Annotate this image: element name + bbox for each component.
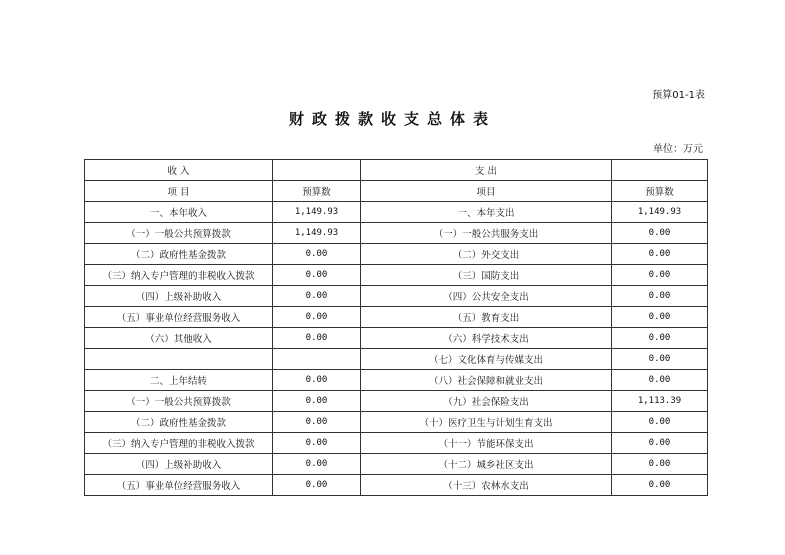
expense-value-cell: 0.00 bbox=[612, 244, 708, 265]
income-item-cell: （二）政府性基金拨款 bbox=[85, 412, 273, 433]
income-item-cell: （一）一般公共预算拨款 bbox=[85, 391, 273, 412]
income-value-cell bbox=[273, 349, 361, 370]
form-number: 预算01-1表 bbox=[652, 90, 705, 101]
income-value-cell: 1,149.93 bbox=[273, 202, 361, 223]
income-item-cell: 一、本年收入 bbox=[85, 202, 273, 223]
unit-label: 单位：万元 bbox=[653, 144, 703, 155]
expense-item-cell: （八）社会保障和就业支出 bbox=[361, 370, 612, 391]
expense-item-cell: （四）公共安全支出 bbox=[361, 286, 612, 307]
income-item-cell: （四）上级补助收入 bbox=[85, 454, 273, 475]
income-item-cell: （二）政府性基金拨款 bbox=[85, 244, 273, 265]
income-value-cell: 0.00 bbox=[273, 475, 361, 496]
income-value-cell: 0.00 bbox=[273, 391, 361, 412]
table-row bbox=[85, 475, 708, 496]
expense-item-cell: （十二）城乡社区支出 bbox=[361, 454, 612, 475]
table-row bbox=[85, 349, 708, 370]
expense-group-spacer bbox=[612, 160, 708, 181]
income-item-cell: （四）上级补助收入 bbox=[85, 286, 273, 307]
col-expense-item: 项目 bbox=[361, 181, 612, 202]
expense-value-cell: 0.00 bbox=[612, 328, 708, 349]
income-value-cell: 0.00 bbox=[273, 454, 361, 475]
income-value-cell: 0.00 bbox=[273, 265, 361, 286]
income-item-cell: （六）其他收入 bbox=[85, 328, 273, 349]
group-header-row bbox=[85, 160, 708, 181]
expense-group-header: 支 出 bbox=[361, 160, 612, 181]
income-item-cell: 二、上年结转 bbox=[85, 370, 273, 391]
income-item-cell: （五）事业单位经营服务收入 bbox=[85, 475, 273, 496]
expense-item-cell: （三）国防支出 bbox=[361, 265, 612, 286]
expense-value-cell: 0.00 bbox=[612, 433, 708, 454]
income-item-cell bbox=[85, 349, 273, 370]
income-group-spacer bbox=[273, 160, 361, 181]
expense-value-cell: 0.00 bbox=[612, 265, 708, 286]
table-row bbox=[85, 391, 708, 412]
table-row bbox=[85, 412, 708, 433]
income-value-cell: 0.00 bbox=[273, 328, 361, 349]
income-value-cell: 0.00 bbox=[273, 412, 361, 433]
expense-item-cell: （二）外交支出 bbox=[361, 244, 612, 265]
table-row bbox=[85, 286, 708, 307]
page-title: 财政拨款收支总体表 bbox=[288, 110, 496, 128]
expense-item-cell: （七）文化体育与传媒支出 bbox=[361, 349, 612, 370]
expense-value-cell: 0.00 bbox=[612, 286, 708, 307]
expense-item-cell: （五）教育支出 bbox=[361, 307, 612, 328]
expense-item-cell: （六）科学技术支出 bbox=[361, 328, 612, 349]
table-row bbox=[85, 370, 708, 391]
income-value-cell: 0.00 bbox=[273, 433, 361, 454]
budget-table bbox=[84, 159, 708, 496]
expense-value-cell: 0.00 bbox=[612, 349, 708, 370]
column-header-row bbox=[85, 181, 708, 202]
income-value-cell: 1,149.93 bbox=[273, 223, 361, 244]
income-item-cell: （一）一般公共预算拨款 bbox=[85, 223, 273, 244]
table-row bbox=[85, 307, 708, 328]
table-row bbox=[85, 244, 708, 265]
income-value-cell: 0.00 bbox=[273, 244, 361, 265]
expense-item-cell: 一、本年支出 bbox=[361, 202, 612, 223]
col-income-budget: 预算数 bbox=[273, 181, 361, 202]
table-row bbox=[85, 328, 708, 349]
income-group-header: 收 入 bbox=[85, 160, 273, 181]
expense-value-cell: 1,113.39 bbox=[612, 391, 708, 412]
expense-value-cell: 0.00 bbox=[612, 307, 708, 328]
income-value-cell: 0.00 bbox=[273, 307, 361, 328]
expense-item-cell: （十三）农林水支出 bbox=[361, 475, 612, 496]
table-row bbox=[85, 433, 708, 454]
col-expense-budget: 预算数 bbox=[612, 181, 708, 202]
income-item-cell: （三）纳入专户管理的非税收入拨款 bbox=[85, 433, 273, 454]
table-row bbox=[85, 265, 708, 286]
expense-value-cell: 0.00 bbox=[612, 454, 708, 475]
expense-item-cell: （一）一般公共服务支出 bbox=[361, 223, 612, 244]
table-row bbox=[85, 454, 708, 475]
income-item-cell: （三）纳入专户管理的非税收入拨款 bbox=[85, 265, 273, 286]
expense-value-cell: 1,149.93 bbox=[612, 202, 708, 223]
expense-value-cell: 0.00 bbox=[612, 412, 708, 433]
income-item-cell: （五）事业单位经营服务收入 bbox=[85, 307, 273, 328]
col-income-item: 项 目 bbox=[85, 181, 273, 202]
table-body bbox=[85, 202, 708, 496]
table-row bbox=[85, 223, 708, 244]
income-value-cell: 0.00 bbox=[273, 370, 361, 391]
expense-item-cell: （九）社会保险支出 bbox=[361, 391, 612, 412]
expense-value-cell: 0.00 bbox=[612, 475, 708, 496]
expense-value-cell: 0.00 bbox=[612, 223, 708, 244]
expense-item-cell: （十一）节能环保支出 bbox=[361, 433, 612, 454]
income-value-cell: 0.00 bbox=[273, 286, 361, 307]
expense-value-cell: 0.00 bbox=[612, 370, 708, 391]
table-row bbox=[85, 202, 708, 223]
expense-item-cell: （十）医疗卫生与计划生育支出 bbox=[361, 412, 612, 433]
